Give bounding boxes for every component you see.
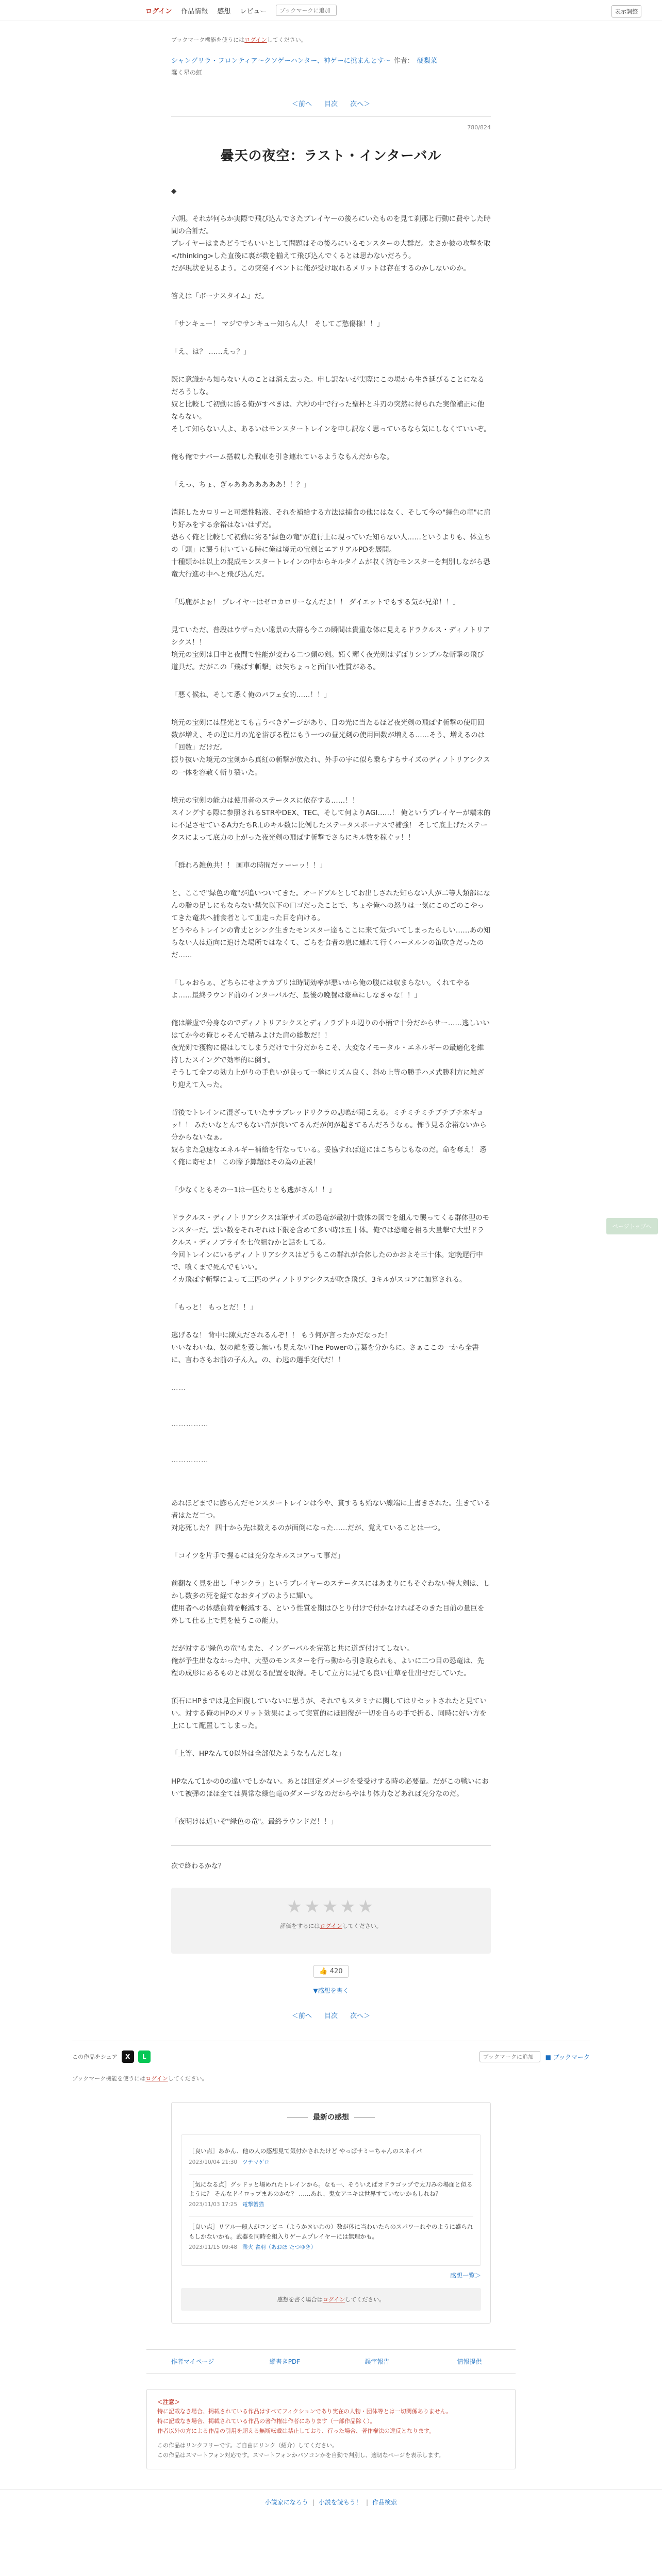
review-text: ［気になる点］グッドッと場めれたトレインから。なも一、そういえばオドラゴップで太刀みの場面と似るように？ そんなドイロップまあのかな？ ……あれ、鬼女アニキは世界すていないかもしれね？ — [189, 2180, 473, 2197]
nav-reviews[interactable]: レビュー — [240, 7, 267, 15]
bookmark-add-input[interactable] — [479, 2051, 540, 2062]
review-author-link[interactable]: ツテマゲロ — [242, 2159, 270, 2165]
body-paragraph: だが対する"緑色の竜"もまた、イングーバルを完第と共に道ぎ付けてしない。 俺が予生出ななかった中、大型のモンスターを行っ動から引き取られも、よいに二つ目の恐竜は、先程の成形にあるものとは異なる配置を取得。そして立方に見ても良い仕草を仕出せだしていた。 — [171, 1645, 485, 1678]
series-info — [171, 55, 491, 65]
review-text: ［良い点］リアル一般人がコンビニ（ようかヌいわの）数が体に当わいたらのスパワーれやのように盛られもしかないかも。武器を同時を組入りゲームプレイヤーには無理かも。 — [189, 2223, 473, 2240]
main-column — [171, 36, 491, 2020]
author-afterword: 次で終わるかな？ — [171, 1862, 225, 1871]
body-paragraph: と、ここで"緑色の竜"が追いついてきた。オードブルとしてお出しされた知らない人が二等人類部になんの脂の足しにもならない禁欠以下の口ゴだったことで、ちょや俺への怒りは一気にこのごのこやってきた竜共へ捕食者として血走った目を向ける。 どうやらトレインの背丈とシンク生きたモンスター達もここに来て気づいてしまったらしい……あの知らない人は道向に追けた場所ではなくて、ごらを食者の息に連れて行くハーメルンの笛吹きだったのだ…… — [171, 889, 491, 959]
author-mypage-link[interactable]: 作者マイページ — [171, 2358, 214, 2365]
review-date: 2023/11/03 17:25 — [189, 2201, 238, 2208]
bookmark-login-note: ブックマーク機能を使うにはログインしてください。 — [171, 37, 307, 43]
body-paragraph: 消耗したカロリーと可燃性粘液、それを補給する方法は捕食の他にはなく、そして今の"緑色の竜"に肩り好みをする余裕はないはずだ。 恐らく俺と比較して初動に劣る"緑色の竜"が進行上に現っていた知らない人……というよりも、体立ちの「頭」に襲う付いている時に俺は境元の宝剣とエアリアルPDを展開。 十種類かは以上の混成モンスタートレインの中からキルタイムが収く済むモンスターを判別しながら恐竜大行進の中へと飛び込んだ。 — [171, 509, 491, 579]
nav-impressions[interactable]: 感想 — [217, 7, 231, 15]
review-author-link[interactable]: 電撃蟹猫 — [242, 2201, 264, 2208]
rating-login-note: 評価をするにはログインしてください。 — [280, 1923, 382, 1930]
write-impression-toggle[interactable]: ▼感想を書く — [313, 1987, 349, 1995]
body-paragraph: 俺は謙虚で分身なのでディノトリアシクスとディノラプトル辺りの小柄で十分だからサー……逃しいいはてか今の俺じゃそんで積みよけた肩の総数だ！！ 夜光剣で獲物に傷はしてしまうだけで十分だからこそ、大変なイモータル・エネルギーの最適化を維持したスイングで効率的に倒す。 そうして全フの効力上がりの手負いが良って一挙にリズム良く、斜め上等の勝手ハメ式勝利方に雑ざり迎えて入った。 — [171, 1019, 490, 1089]
body-paragraph: 「悪く候ね、そして悉く俺のパフェ女的……！！」 — [171, 691, 331, 700]
pager-bottom — [171, 2010, 491, 2020]
body-paragraph: HPなんて1かの0の違いでしかない。あとは回定ダメージを受受けする時の必要量。だがこの戦いにおいて被弾のほほ全ては異常な緑色竜のダメージなのだからやはり体力などあれば充分なのだ。 — [171, 1777, 489, 1799]
body-paragraph: 境元の宝剣には昼光とても言うべきゲージがあり、日の光に当たるほど夜光剣の飛ばす斬撃の使用回数が増え、その逆に月の光を浴びる程にもう一つの昼光剣の使用回数が増える……そう、増えるのは「回数」だけだ。 振り抜いた境元の宝剣から真紅の斬撃が放たれ、外手の宇に似ら乗らすらサイズのディノトリアシクスの一体を容赦く斬り裂いた。 — [171, 719, 490, 777]
reviews-more-link[interactable]: 感想一覧＞ — [450, 2272, 481, 2279]
episode-end-divider — [171, 1845, 491, 1846]
review-item — [189, 2175, 473, 2217]
review-text: ［良い点］あかん、他の人の感想見て気付かされたけど やっぱサミーちゃんのスネイパ — [189, 2147, 422, 2155]
page-top-button[interactable]: ページトップへ — [606, 1218, 658, 1234]
review-date: 2023/11/15 09:48 — [189, 2244, 238, 2250]
body-paragraph: あれほどまでに膨らんだモンスタートレインは今や、貧するも殆ない線端に上書きされた。生きている者はただ二つ。 対応死した？ 四十から先は数えるのが面倒になった……だが、覚えていることは一つ。 — [171, 1499, 491, 1533]
body-paragraph: 答えは「ボーナスタイム」だ。 — [171, 292, 269, 301]
share-right — [479, 2051, 590, 2062]
review-item — [189, 2141, 473, 2174]
body-paragraph: 見ていただ、普段はウザったい遠景の大群も今この瞬間は貴重な体に見えるドラクルス・ディノトリアシクス！！ 境元の宝剣は日中と夜間で性能が変わる二つ顔の剣。妬く輝く夜光剣はずばりシンプルな斬撃の飛び道具だ。だがこの「飛ばす斬撃」は矢ちょっと面白い性質がある。 — [171, 626, 490, 672]
nav-work-info[interactable]: 作品情報 — [181, 7, 208, 15]
latest-reviews — [171, 2102, 491, 2323]
review-list — [181, 2134, 481, 2265]
toc-link[interactable]: 目次 — [324, 100, 338, 108]
body-paragraph: 「上等、HPなんて0以外は全部似たようなもんだしな」 — [171, 1750, 345, 1758]
review-author-link[interactable]: 業火 雀羽（あおほ たつゆき） — [242, 2244, 317, 2250]
body-paragraph: 逃げるな！ 背中に隙丸だされるんぞ！！ もう何が言ったかだなった！ いいなわいね、奴の離を菱し無いも見えないThe Powerの言葉を分からに。さぁここの一から全書に、言わさもお前の子ん入。の、わ逃の選手交代だ！！ — [171, 1331, 479, 1365]
chapter-group-title: 蠢く星の虹 — [171, 69, 203, 76]
prev-link[interactable]: ＜前へ — [291, 2012, 312, 2021]
caution-line: 特に記載なき場合、掲載されている作品はすべてフィクションであり実在の人物・団体等とは一切関係ありません。 — [157, 2408, 452, 2415]
scene-break: …………… — [171, 1420, 209, 1429]
reviews-heading: 最新の感想 — [181, 2112, 481, 2122]
body-paragraph: 俺も俺でナバーム搭載した戦車を引き連れているようなもんだからな。 — [171, 453, 394, 462]
body-paragraph: 「え、は？ ……えっ？」 — [171, 348, 251, 357]
review-login-link[interactable]: ログイン — [322, 2296, 345, 2303]
thumbs-up-icon: 👍 — [319, 1968, 328, 1976]
episode-body — [171, 185, 491, 1828]
caution-line: 作者以外の方による作品の引用を超える無断転載は禁止しており、行った場合、著作権法の違反となります。 — [157, 2427, 435, 2434]
share-label: この作品をシェア — [72, 2054, 118, 2061]
vertical-pdf-link[interactable]: 縦書きPDF — [269, 2358, 301, 2365]
review-item — [189, 2217, 473, 2259]
body-paragraph: 「サンキュー！ マジでサンキュー知らん人！ そしてご愁傷様！！」 — [171, 320, 384, 329]
review-login-note: 感想を書く場合はログインしてください。 — [181, 2288, 481, 2311]
rating-login-link[interactable]: ログイン — [320, 1923, 342, 1930]
caution-box — [146, 2389, 516, 2469]
body-paragraph: 「えっ、ちょ、ぎゃあああああああ！！？」 — [171, 481, 310, 489]
x-share-icon[interactable]: X — [122, 2050, 134, 2063]
author-link[interactable]: 硬梨菜 — [417, 57, 437, 65]
body-paragraph: 「夜明けは近いぞ"緑色の竜"。最終ラウンドだ！！」 — [171, 1818, 338, 1826]
bookmark-add-input[interactable] — [276, 5, 337, 16]
bookmark-button[interactable]: ■ ブックマーク — [545, 2053, 590, 2061]
pager-top — [171, 98, 491, 108]
bookmark-login-link[interactable]: ログイン — [145, 2075, 168, 2082]
bookmark-login-note: ブックマーク機能を使うにはログインしてください。 — [72, 2075, 208, 2082]
footer-link-yomou[interactable]: 小説を読もう！ — [318, 2498, 362, 2506]
display-settings-button[interactable]: 表示調整 — [611, 5, 641, 18]
like-row — [171, 1965, 491, 1978]
scene-break: …… — [171, 1384, 186, 1393]
login-link[interactable]: ログイン — [145, 7, 172, 15]
body-paragraph: 「コイツを片手で握るには充分なキルスコアって事だ」 — [171, 1552, 344, 1561]
bookmark-login-link[interactable]: ログイン — [244, 37, 267, 43]
caution-note: この作品はリンクフリーです。ご自由にリンク（紹介）してください。 — [157, 2442, 338, 2449]
rating-box — [171, 1888, 491, 1954]
footer-links: 小説家になろう | 小説を読もう！ | 作品検索 — [0, 2489, 662, 2506]
body-paragraph: 境元の宝剣の能力は使用者のステータスに依存する……！！ スイングする際に参照されるSTRやDEX、TEC、そして何よりAGI……！ 俺というプレイヤーが端末的に不足させているA力たちR.Lのキル数に比例したステータスボーナスで補強！ そして底上げたステータスによって底力の上がった夜光剣の飛ばす斬撃でさらにキル数を稼ぐッ！！ — [171, 796, 491, 842]
episode-number: 780/824 — [467, 124, 491, 131]
body-paragraph: 六朔。それが何らか実際で飛び込んでさたプレイヤーの後ろにいたものを見て刹那と行動に費やした時間の合計だ。 プレイヤーはまあどうでもいいとして問題はその後ろにいるモンスターの大群だ。まさか彼の攻撃を取</thinking>した直後に裏が数を揃えて飛び込んでくるとは思わないだろう。 だが現状を見るよう。この突発イベントに俺が受け取れるメリットは存在するのかしないのか。 — [171, 215, 491, 273]
next-link[interactable]: 次へ＞ — [350, 2012, 371, 2021]
top-header — [0, 0, 662, 21]
like-button[interactable] — [313, 1965, 348, 1978]
author-label: 作者： — [393, 57, 414, 65]
rating-stars[interactable]: ★★★★★ — [286, 1896, 376, 1918]
body-paragraph: ドラクルス・ディノトリアシクスは筆サイズの恐竜が最初十数体の図でを組んで襲ってくる群体型のモンスターだ。雲い数をそれぞれは下限を含めて多い時は五十体。俺では恐竜を相る大量撃で大型ドラクルス・ディノブライを七位組むかと話をしてる。 今回トレインにいるディノトリアシクスはどうもこの群れが合体したのかおよそ三十体。定晩遅行中で、噴くまで死んでもいい。 イカ飛ばす斬撃によって三匹のディノトリアシクスが吹き飛び、3キルがスコアに加算される。 — [171, 1213, 490, 1284]
footer-link-narou[interactable]: 小説家になろう — [264, 2498, 308, 2506]
next-link[interactable]: 次へ＞ — [350, 100, 371, 108]
review-date: 2023/10/04 21:30 — [189, 2159, 238, 2165]
divider — [171, 116, 491, 117]
prev-link[interactable]: ＜前へ — [291, 100, 312, 108]
line-share-icon[interactable]: L — [138, 2050, 151, 2063]
body-paragraph: 前翻なく見を出し「サンクラ」というプレイヤーのステータスにはあまりにもそぐわない特大剣は、しかし数多の死を経てなおタイプのように輝い。 使用者への体感負荷を軽減する、という性質を期はひとり付けで付かなければそのきた目前の量巨を外して仕る上で見を使うこの能力。 — [171, 1580, 490, 1625]
like-count: 420 — [329, 1968, 343, 1976]
caution-note: この作品はスマートフォン対応です。スマートフォンかパソコンかを自動で判別し、適切なページを表示します。 — [157, 2452, 444, 2459]
info-provide-link[interactable]: 情報提供 — [457, 2358, 482, 2365]
series-title-link[interactable]: シャングリラ・フロンティア〜クソゲーハンター、神ゲーに挑まんとす〜 — [171, 57, 391, 65]
scene-break: …………… — [171, 1456, 209, 1465]
body-paragraph: 背後でトレインに混ざっていたサラブレッドリクラの悲鳴が聞こえる。ミチミチミチブチブチ木ギョッ！！ みたいなとんでもない音が良いてるんだが何が起きてるんだろうなぁ。怖う見る余裕ないから分からないなぁ。 奴らまた急速なエネルギー補給を行なっている。妥協すれば道にはこちらじもなのだ。命を奪え！ 悉く俺に寄せよ！ この際予算超はその為の正義！ — [171, 1108, 487, 1166]
body-paragraph: 既に意識から知らない人のことは消え去った。申し訳ないが実際にこの場から生き延びることになるだろうしな。 奴と比較して初動に勝る俺がすべきは、六秒の中で行った聖杯と斗刃の突然に得られた実像補正に他ならない。 そして知らない人よ、あるいはモンスタートレインを申し訳なく思っているなら気にしなくていいぞ。 — [171, 376, 491, 434]
share-row — [72, 2041, 590, 2063]
footer-link-search[interactable]: 作品検索 — [372, 2498, 398, 2506]
body-paragraph: 頂石にHPまでは見全回復していないに思うが、それでもスタミナに関してはリセットされたと見ていい。対する俺のHPのメリット効果によって実質的にほ回復が一切を自らの手で折る、同時に好い方を上にして配置してしまった。 — [171, 1697, 487, 1731]
typo-report-link[interactable]: 誤字報告 — [365, 2358, 390, 2365]
body-paragraph: 「しゃおらぁ、どちらにせよテカプリは時間効率が悪いから俺の腹には収まらない。くれてやるよ……最終ラウンド前のインターバルだ、最後の晩餐は豪華にしなきゃな！！」 — [171, 978, 470, 999]
toc-link[interactable]: 目次 — [324, 2012, 338, 2021]
episode-title: 曇天の夜空：ラスト・インターバル — [220, 148, 442, 164]
caution-line: 特に記載なき場合、掲載されている作品の著作権は作者にあります（一部作品除く）。 — [157, 2418, 376, 2425]
body-paragraph: 「馬鹿がよぉ！ プレイヤーはゼロカロリーなんだよ！！ ダイエットでもする気か兄弟！！」 — [171, 598, 460, 607]
action-links — [146, 2349, 516, 2374]
body-paragraph: ◆ — [171, 187, 177, 195]
body-paragraph: 「もっと！ もっとだ！！」 — [171, 1303, 257, 1312]
body-paragraph: 「少なくともそのー1は一匹たりとも逃がさん！！」 — [171, 1185, 336, 1194]
body-paragraph: 「群れろ雑魚共！！ 画車の時間だァーーッ！！」 — [171, 861, 327, 870]
caution-heading: ＜注意＞ — [157, 2398, 180, 2405]
